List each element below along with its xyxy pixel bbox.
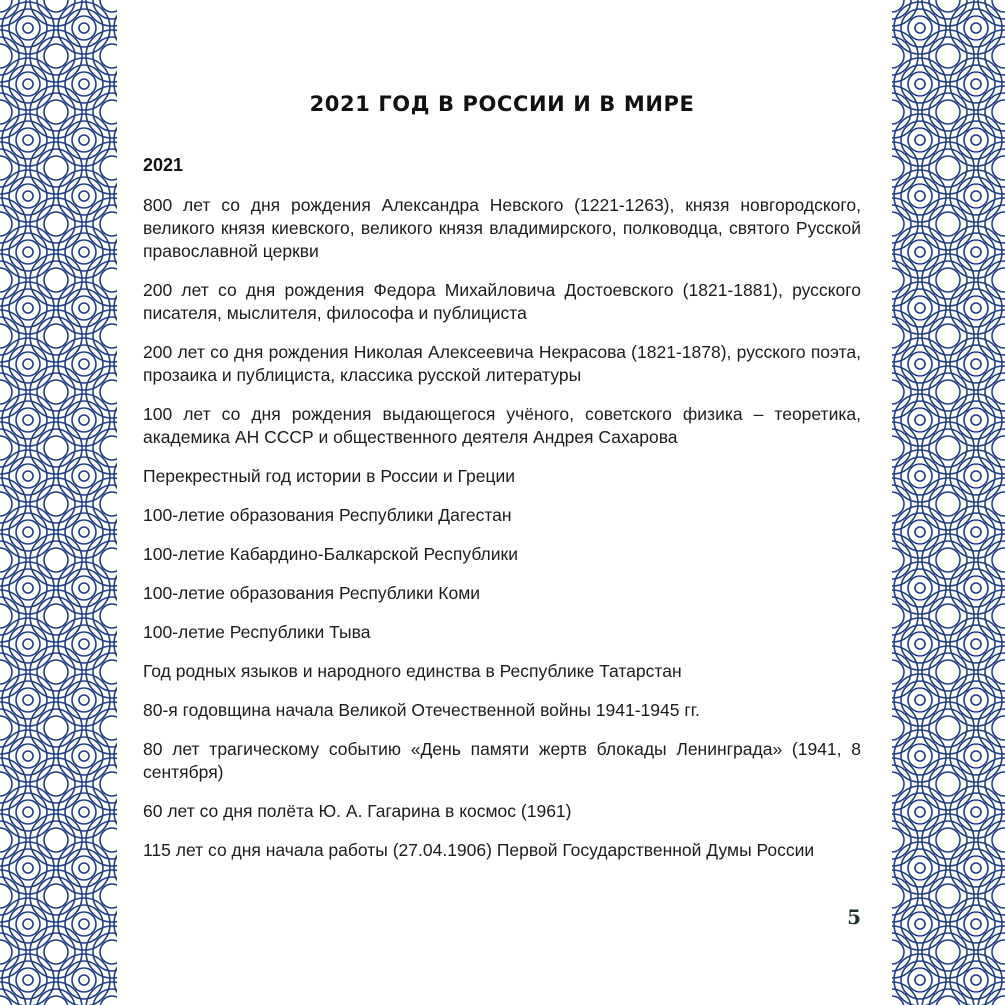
right-ornament-pattern [892, 0, 1005, 1005]
event-item: 100-летие Кабардино-Балкарской Республики [143, 544, 518, 564]
event-item: 80 лет трагическому событию «День памяти жертв блокады Ленинграда» (1941, 8 сентября) [143, 739, 861, 782]
event-item: 60 лет со дня полёта Ю. А. Гагарина в космос (1961) [143, 801, 572, 821]
event-list [143, 194, 861, 878]
left-ornament-border [0, 0, 117, 1005]
left-ornament-pattern [0, 0, 117, 1005]
event-item: 100-летие образования Республики Коми [143, 583, 481, 603]
event-item: 80-я годовщина начала Великой Отечественной войны 1941-1945 гг. [143, 700, 700, 720]
event-item: 200 лет со дня рождения Федора Михайловича Достоевского (1821-1881), русского писателя, мыслителя, философа и публициста [143, 280, 861, 323]
right-ornament-border [892, 0, 1005, 1005]
event-item: 100 лет со дня рождения выдающегося учёного, советского физика – теоретика, академика АН СССР и общественного деятеля Андрея Сахарова [143, 404, 861, 447]
event-item: 100-летие Республики Тыва [143, 622, 371, 642]
year-heading: 2021 [143, 155, 184, 175]
event-item: Перекрестный год истории в России и Греции [143, 466, 516, 486]
page-number: 5 [847, 905, 861, 929]
event-item: 115 лет со дня начала работы (27.04.1906) Первой Государственной Думы России [143, 840, 815, 860]
page-content [143, 0, 861, 1005]
event-item: 100-летие образования Республики Дагестан [143, 505, 512, 525]
event-item: Год родных языков и народного единства в Республике Татарстан [143, 661, 682, 681]
page-title: 2021 ГОД В РОССИИ И В МИРЕ [309, 92, 695, 116]
event-item: 200 лет со дня рождения Николая Алексеевича Некрасова (1821-1878), русского поэта, прозаика и публициста, классика русской литературы [143, 342, 861, 385]
event-item: 800 лет со дня рождения Александра Невского (1221-1263), князя новгородского, великого князя киевского, великого князя владимирского, полководца, святого Русской православной церкви [143, 195, 861, 261]
